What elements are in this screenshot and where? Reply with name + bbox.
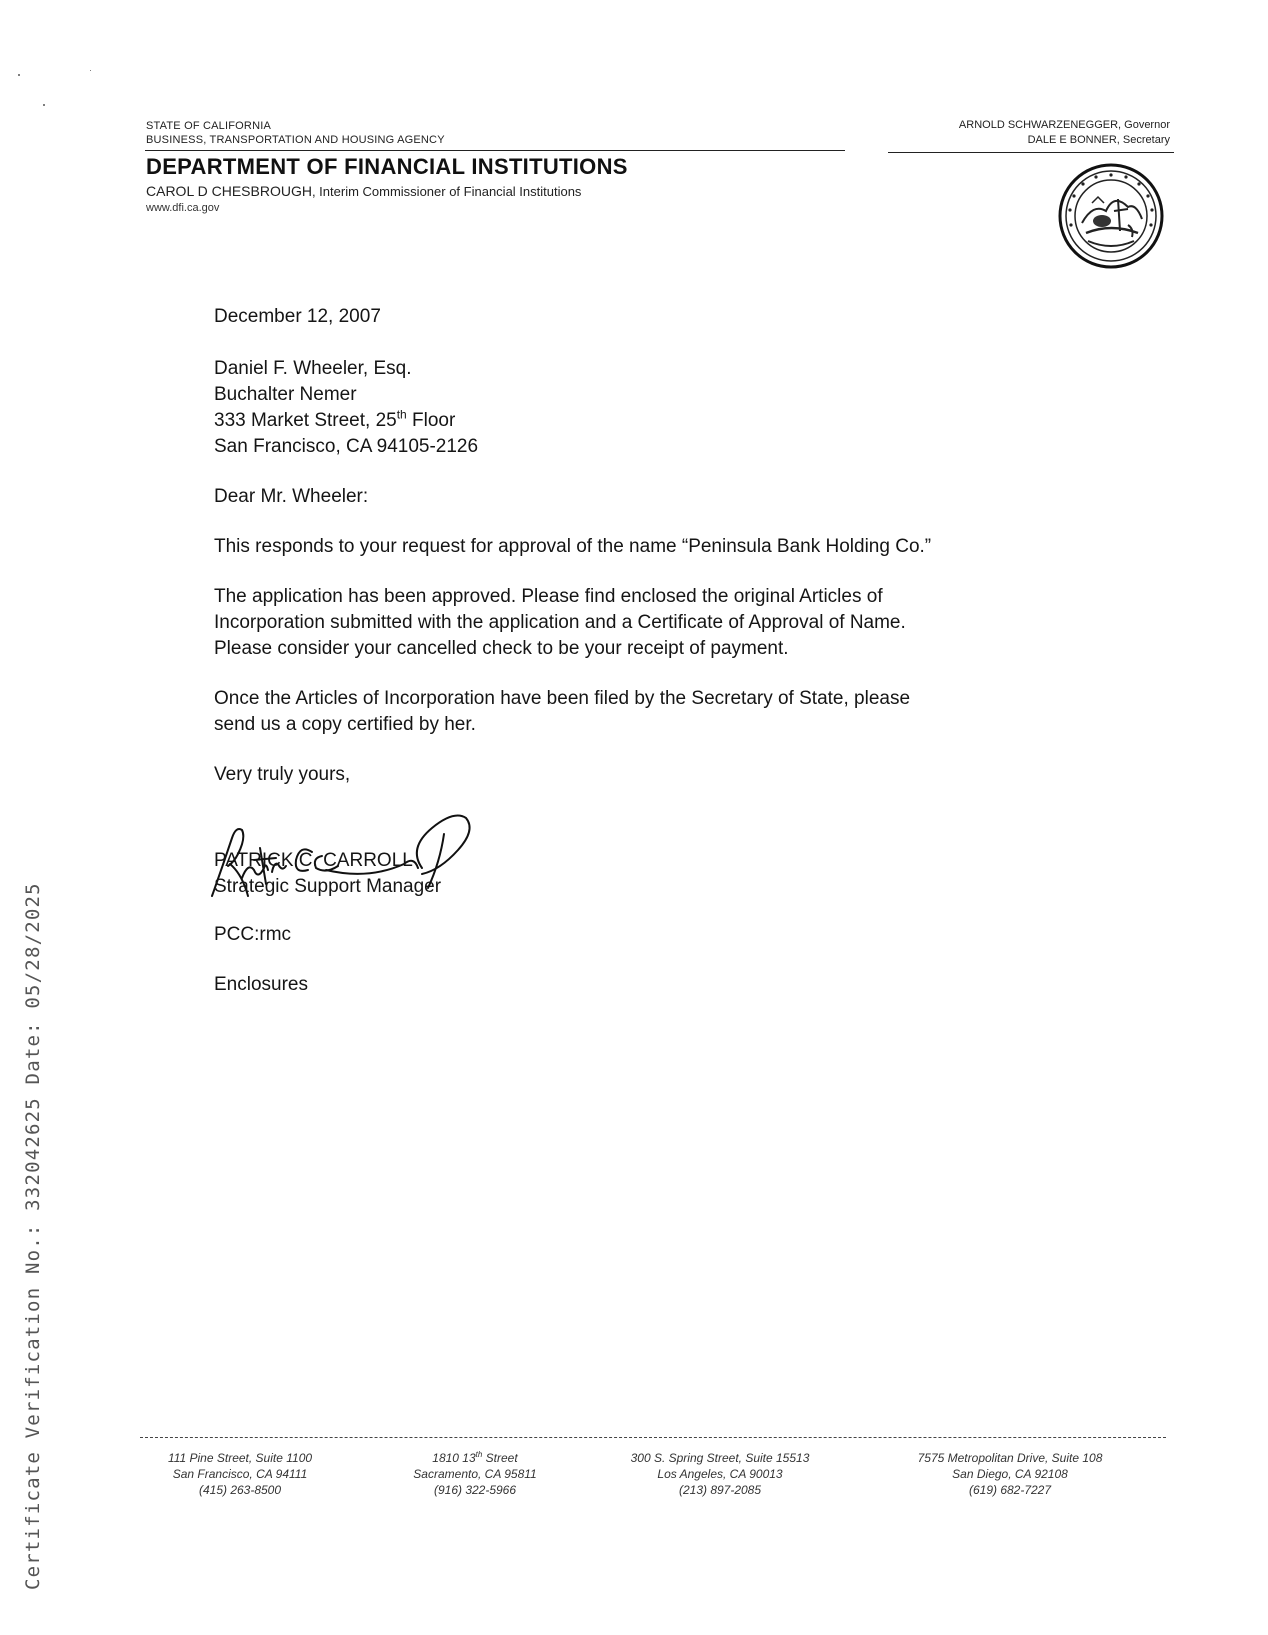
- recipient-name: Daniel F. Wheeler, Esq.: [214, 358, 412, 379]
- office-city: Sacramento, CA 95811: [413, 1467, 537, 1481]
- commissioner-title: , Interim Commissioner of Financial Institutions: [311, 184, 582, 199]
- office-street-name: Street: [482, 1451, 518, 1465]
- office-sacramento: [390, 1450, 560, 1498]
- office-phone: (619) 682-7227: [968, 1483, 1052, 1497]
- paragraph-2-line-2: Incorporation submitted with the application and a Certificate of Approval of Name.: [214, 612, 906, 633]
- recipient-firm: Buchalter Nemer: [214, 384, 357, 405]
- typist-initials: PCC:rmc: [214, 924, 292, 945]
- header-rule-left: [145, 150, 845, 151]
- recipient-street-number: 333 Market Street, 25: [214, 410, 397, 431]
- header-rule-right: [888, 152, 1174, 153]
- paragraph-2-line-1: The application has been approved. Please find enclosed the original Articles of: [214, 586, 883, 607]
- website-link[interactable]: www.dfi.ca.gov: [146, 202, 220, 214]
- office-street: 300 S. Spring Street, Suite 15513: [630, 1451, 810, 1465]
- office-los-angeles: [605, 1450, 835, 1498]
- office-street-suffix: th: [475, 1450, 483, 1459]
- signer-title: Strategic Support Manager: [214, 876, 442, 897]
- closing: Very truly yours,: [214, 764, 351, 785]
- paragraph-3-line-1: Once the Articles of Incorporation have been filed by the Secretary of State, please: [214, 688, 911, 709]
- scan-speck: [43, 104, 45, 106]
- scan-speck: [90, 70, 91, 71]
- recipient-city: San Francisco, CA 94105-2126: [214, 436, 479, 457]
- commissioner-line: [146, 183, 581, 199]
- certificate-verification-stamp: Certificate Verification No.: 332042625 Date: 05/28/2025: [22, 882, 44, 1590]
- paragraph-2-line-3: Please consider your cancelled check to be your receipt of payment.: [214, 638, 789, 659]
- office-phone: (213) 897-2085: [678, 1483, 762, 1497]
- governor-label: ARNOLD SCHWARZENEGGER, Governor: [958, 119, 1170, 131]
- office-phone: (916) 322-5966: [433, 1483, 517, 1497]
- office-phone: (415) 263-8500: [198, 1483, 282, 1497]
- recipient-street: [214, 408, 455, 434]
- enclosures-note: Enclosures: [214, 974, 308, 995]
- office-san-diego: [890, 1450, 1130, 1498]
- office-city: Los Angeles, CA 90013: [657, 1467, 783, 1481]
- office-san-francisco: [150, 1450, 330, 1498]
- letter-date: December 12, 2007: [214, 306, 381, 327]
- agency-label: BUSINESS, TRANSPORTATION AND HOUSING AGENCY: [146, 134, 445, 146]
- office-street: 7575 Metropolitan Drive, Suite 108: [917, 1451, 1103, 1465]
- department-title: DEPARTMENT OF FINANCIAL INSTITUTIONS: [146, 154, 628, 179]
- office-city: San Diego, CA 92108: [952, 1467, 1068, 1481]
- office-city: San Francisco, CA 94111: [172, 1467, 308, 1481]
- commissioner-name: CAROL D CHESBROUGH: [146, 183, 312, 199]
- paragraph-1: This responds to your request for approval of the name “Peninsula Bank Holding Co.”: [214, 536, 932, 557]
- recipient-street-floor: Floor: [406, 410, 456, 431]
- signer-name: PATRICK C. CARROLL: [214, 850, 413, 871]
- salutation: Dear Mr. Wheeler:: [214, 486, 369, 507]
- recipient-street-suffix: th: [396, 407, 407, 422]
- office-street-number: 1810 13: [432, 1451, 476, 1465]
- secretary-label: DALE E BONNER, Secretary: [1027, 134, 1170, 146]
- california-seal-icon: [1058, 163, 1164, 269]
- state-label: STATE OF CALIFORNIA: [146, 120, 272, 132]
- scan-speck: [18, 74, 20, 76]
- office-street: 111 Pine Street, Suite 1100: [167, 1451, 313, 1465]
- office-street: [390, 1450, 560, 1466]
- footer-rule: [140, 1437, 1166, 1438]
- paragraph-3-line-2: send us a copy certified by her.: [214, 714, 476, 735]
